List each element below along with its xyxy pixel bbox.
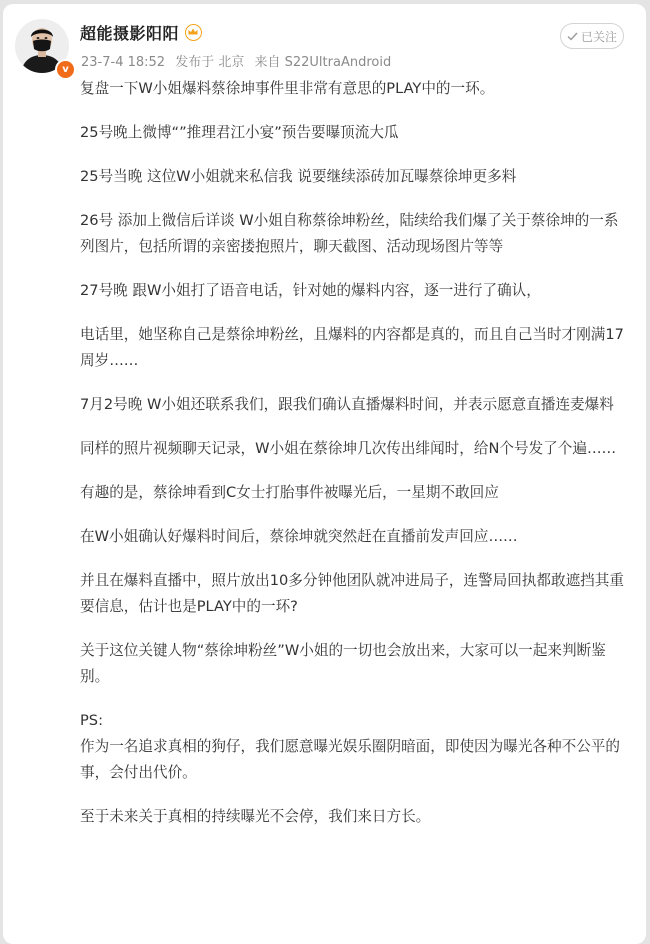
- post-paragraph: 电话里，她坚称自己是蔡徐坤粉丝，且爆料的内容都是真的，而且自己当时才刚满17周岁……: [80, 326, 624, 369]
- avatar[interactable]: [15, 19, 69, 73]
- username[interactable]: 超能摄影阳阳: [80, 24, 180, 43]
- verified-badge-icon: v: [55, 59, 76, 80]
- post-card: [3, 4, 646, 944]
- post-paragraph: 25号晚上微博“”推理君江小宴”预告要曝顶流大瓜: [80, 124, 399, 141]
- post-device: 来自 S22UltraAndroid: [254, 55, 392, 70]
- post-paragraph: 并且在爆料直播中，照片放出10多分钟他团队就冲进局子，连警局回执都敢遮挡其重要信息，估计也是PLAY中的一环?: [80, 572, 624, 615]
- post-paragraph: 有趣的是，蔡徐坤看到C女士打胎事件被曝光后，一星期不敢回应: [80, 484, 499, 501]
- post-ps-label: PS:: [80, 712, 103, 729]
- post-paragraph: 27号晚 跟W小姐打了语音电话，针对她的爆料内容，逐一进行了确认，: [80, 282, 541, 299]
- post-paragraph: 同样的照片视频聊天记录，W小姐在蔡徐坤几次传出绯闻时，给N个号发了个遍……: [80, 440, 617, 457]
- post-paragraph: 至于未来关于真相的持续曝光不会停，我们来日方长。: [80, 808, 431, 825]
- post-paragraph: 作为一名追求真相的狗仔，我们愿意曝光娱乐圈阴暗面，即使因为曝光各种不公平的事，会付出代价。: [80, 738, 620, 781]
- post-paragraph: 复盘一下W小姐爆料蔡徐坤事件里非常有意思的PLAY中的一环。: [80, 80, 495, 97]
- post-date: 23-7-4 18:52: [81, 55, 166, 70]
- post-paragraph: 关于这位关键人物“蔡徐坤粉丝”W小姐的一切也会放出来，大家可以一起来判断鉴别。: [80, 642, 606, 685]
- username-row: [80, 21, 202, 44]
- post-content: [80, 76, 632, 830]
- follow-button[interactable]: [560, 23, 624, 49]
- post-paragraph: 26号 添加上微信后详谈 W小姐自称蔡徐坤粉丝，陆续给我们爆了关于蔡徐坤的一系列图片，包括所谓的亲密搂抱照片，聊天截图、活动现场图片等等: [80, 212, 619, 255]
- post-paragraph: 25号当晚 这位W小姐就来私信我 说要继续添砖加瓦曝蔡徐坤更多料: [80, 168, 517, 185]
- post-meta: [81, 51, 397, 70]
- follow-button-label: 已关注: [580, 29, 617, 44]
- check-icon: [567, 32, 578, 41]
- post-location: 发布于 北京: [175, 55, 245, 70]
- post-paragraph: 在W小姐确认好爆料时间后，蔡徐坤就突然赶在直播前发声回应……: [80, 528, 518, 545]
- post-paragraph: 7月2号晚 W小姐还联系我们，跟我们确认直播爆料时间，并表示愿意直播连麦爆料: [80, 396, 614, 413]
- crown-badge-icon[interactable]: [185, 24, 202, 41]
